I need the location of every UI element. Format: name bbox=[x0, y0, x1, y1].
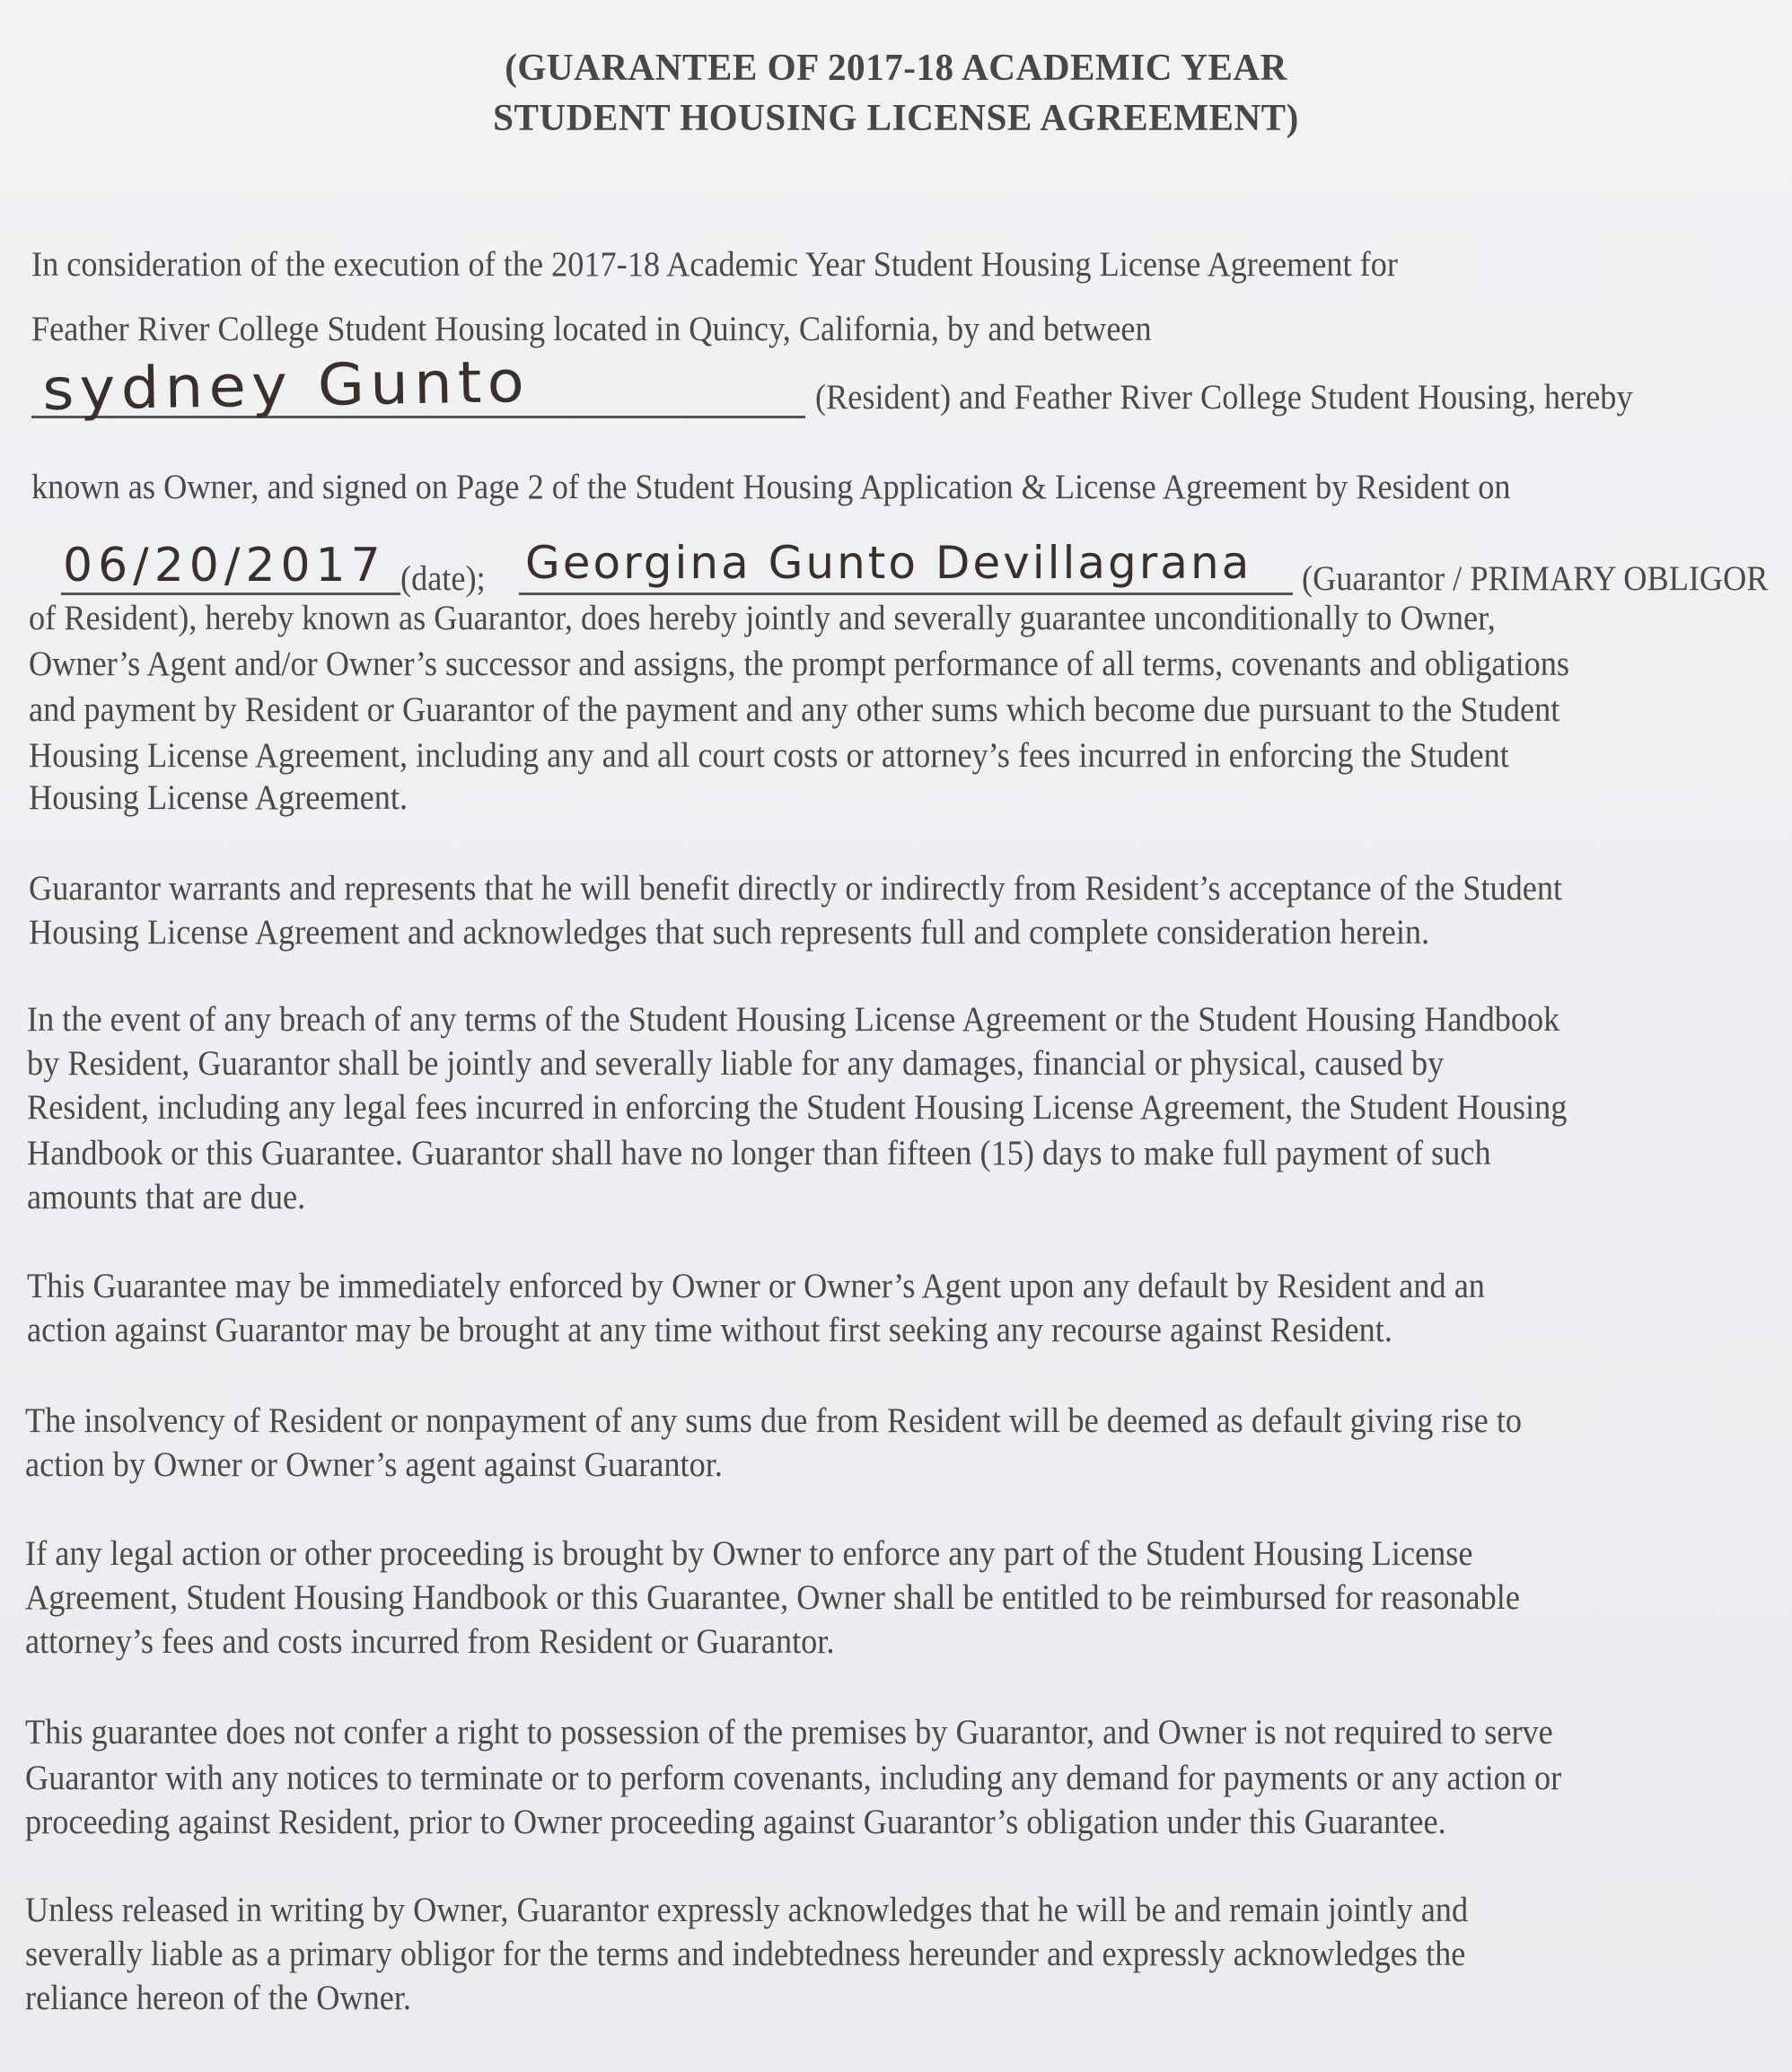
paragraph-line: Agreement, Student Housing Handbook or this Guarantee, Owner shall be entitled to be reimbursed for reasonable bbox=[25, 1578, 1520, 1617]
resident-label: (Resident) and Feather River College Student Housing, hereby bbox=[815, 378, 1633, 417]
date-blank[interactable] bbox=[61, 593, 400, 595]
intro-line-4: known as Owner, and signed on Page 2 of the Student Housing Application & License Agreement by Resident on bbox=[31, 468, 1511, 506]
paragraph-line: by Resident, Guarantor shall be jointly and severally liable for any damages, financial or physical, caused by bbox=[27, 1044, 1445, 1083]
paragraph-line: reliance hereon of the Owner. bbox=[25, 1979, 412, 2017]
paragraph-line: Handbook or this Guarantee. Guarantor shall have no longer than fifteen (15) days to make full payment of such bbox=[27, 1134, 1491, 1172]
guarantor-signature-blank[interactable] bbox=[519, 593, 1293, 595]
paragraph-line: Resident, including any legal fees incurred in enforcing the Student Housing License Agreement, the Student Housing bbox=[27, 1088, 1568, 1127]
paragraph-line: action by Owner or Owner’s agent against Guarantor. bbox=[25, 1445, 723, 1484]
date-value: 06/20/2017 bbox=[63, 539, 386, 593]
intro-body-line: Housing License Agreement. bbox=[29, 778, 408, 817]
intro-body-line: and payment by Resident or Guarantor of the payment and any other sums which become due pursuant to the Student bbox=[29, 690, 1560, 729]
paragraph-line: amounts that are due. bbox=[27, 1178, 306, 1216]
paragraph-line: If any legal action or other proceeding is brought by Owner to enforce any part of the Student Housing License bbox=[25, 1534, 1473, 1573]
date-label: (date); bbox=[400, 559, 486, 598]
intro-body-line: Owner’s Agent and/or Owner’s successor and assigns, the prompt performance of all terms, covenants and obligations bbox=[29, 645, 1570, 683]
intro-line-2: Feather River College Student Housing located in Quincy, California, by and between bbox=[31, 310, 1152, 348]
paragraph-line: Guarantor with any notices to terminate or to perform covenants, including any demand for payments or any action or bbox=[25, 1759, 1562, 1797]
paragraph-line: The insolvency of Resident or nonpayment of any sums due from Resident will be deemed as default giving rise to bbox=[25, 1401, 1523, 1440]
document-title-line-1: (GUARANTEE OF 2017-18 ACADEMIC YEAR bbox=[505, 48, 1287, 89]
paragraph-line: Unless released in writing by Owner, Guarantor expressly acknowledges that he will be and remain jointly and bbox=[25, 1891, 1469, 1929]
paragraph-line: proceeding against Resident, prior to Owner proceeding against Guarantor’s obligation under this Guarantee. bbox=[25, 1803, 1446, 1841]
intro-body-line: of Resident), hereby known as Guarantor, does hereby jointly and severally guarantee unconditionally to Owner, bbox=[29, 599, 1496, 637]
paragraph-line: In the event of any breach of any terms of the Student Housing License Agreement or the Student Housing Handbook bbox=[27, 1000, 1560, 1039]
paragraph-line: severally liable as a primary obligor for the terms and indebtedness hereunder and expressly acknowledges the bbox=[25, 1935, 1466, 1973]
paragraph-line: action against Guarantor may be brought at any time without first seeking any recourse against Resident. bbox=[27, 1311, 1392, 1349]
paragraph-line: attorney’s fees and costs incurred from Resident or Guarantor. bbox=[25, 1622, 835, 1661]
resident-signature: sydney Gunto bbox=[41, 348, 531, 424]
intro-line-1: In consideration of the execution of the 2017-18 Academic Year Student Housing License Agreement for bbox=[31, 245, 1398, 284]
intro-body-line: Housing License Agreement, including any and all court costs or attorney’s fees incurred in enforcing the Student bbox=[29, 736, 1509, 775]
paragraph-line: Guarantor warrants and represents that he will benefit directly or indirectly from Resident’s acceptance of the Student bbox=[29, 869, 1563, 908]
paragraph-line: Housing License Agreement and acknowledges that such represents full and complete consideration herein. bbox=[29, 913, 1430, 952]
guarantor-signature: Georgina Gunto Devillagrana bbox=[525, 537, 1252, 589]
document-title-line-2: STUDENT HOUSING LICENSE AGREEMENT) bbox=[493, 98, 1299, 139]
paragraph-line: This Guarantee may be immediately enforced by Owner or Owner’s Agent upon any default by Resident and an bbox=[27, 1267, 1485, 1305]
guarantor-label: (Guarantor / PRIMARY OBLIGOR bbox=[1302, 559, 1769, 598]
paragraph-line: This guarantee does not confer a right to possession of the premises by Guarantor, and Owner is not required to serve bbox=[25, 1713, 1553, 1752]
